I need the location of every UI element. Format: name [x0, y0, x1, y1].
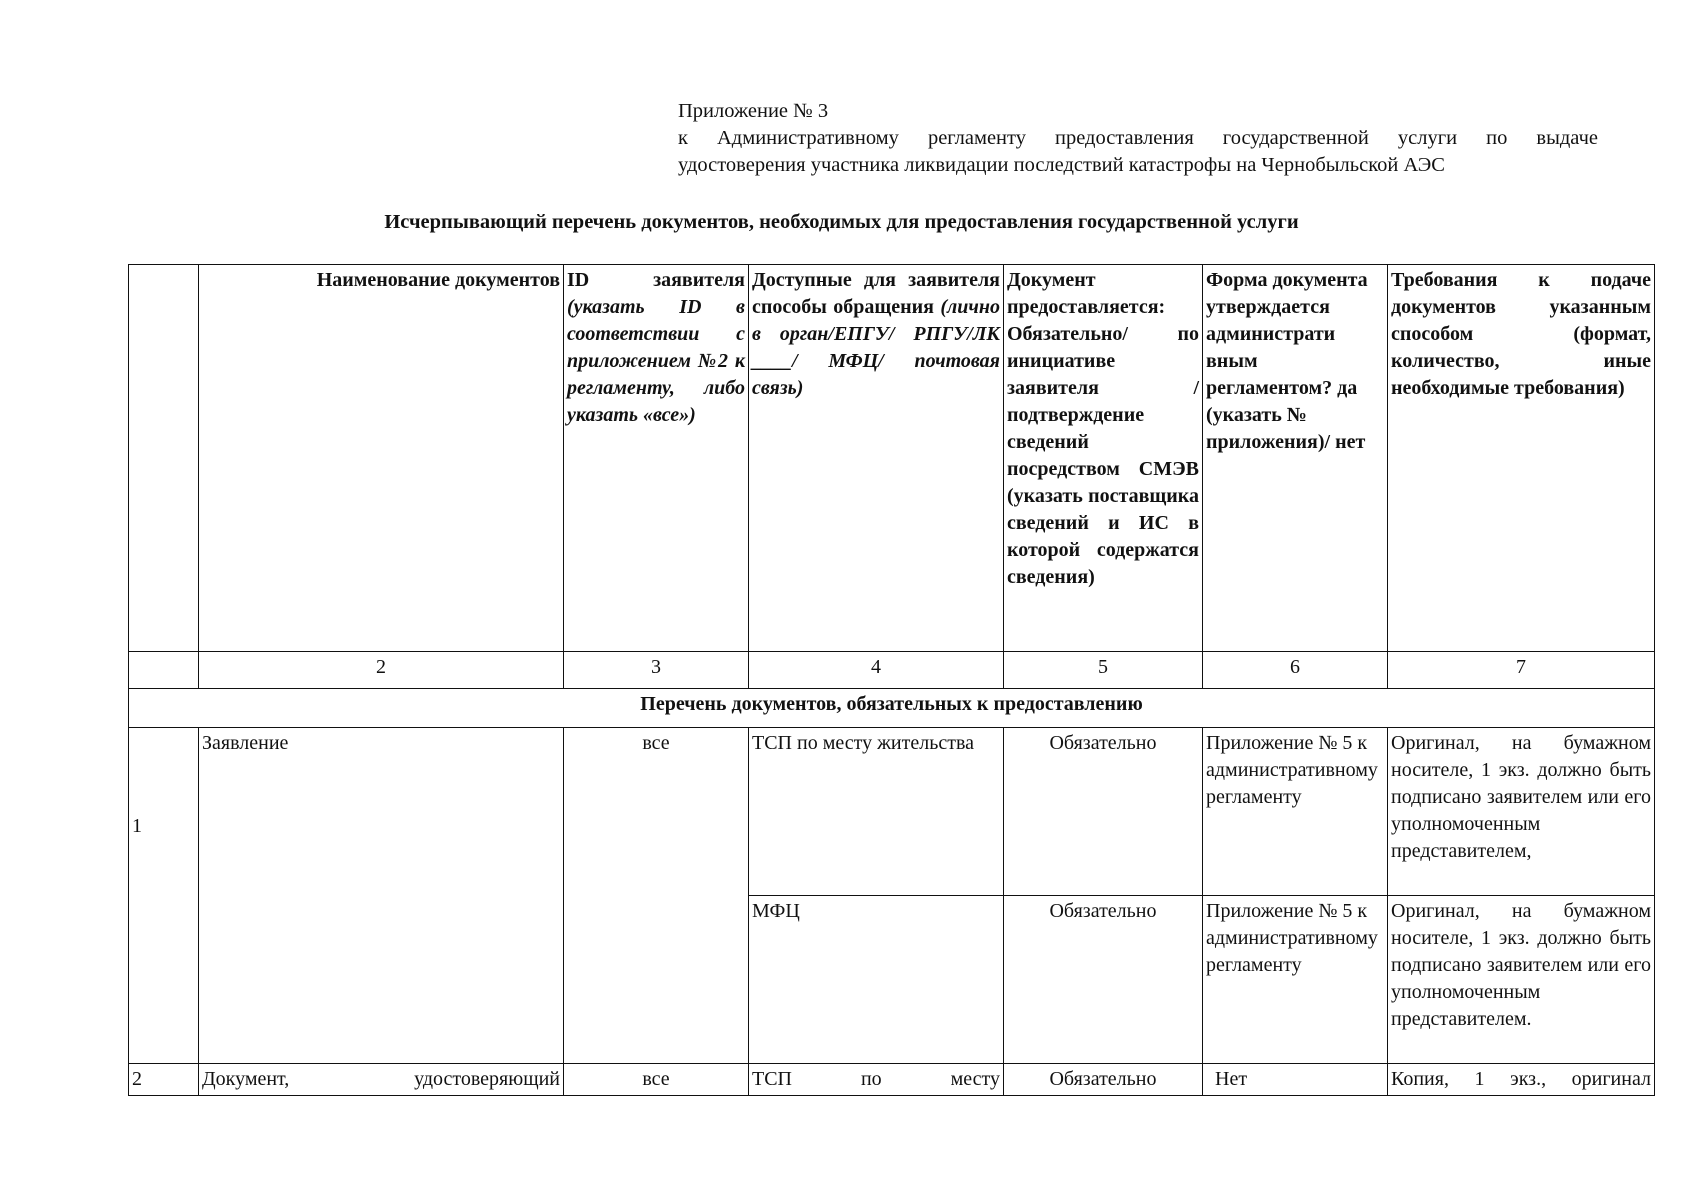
table-row — [129, 728, 1655, 896]
section-heading-row — [129, 689, 1655, 728]
column-number: 4 — [749, 652, 1004, 689]
column-number: 7 — [1388, 652, 1655, 689]
column-number: 3 — [564, 652, 749, 689]
submission-requirements: Оригинал, на бумажном носителе, 1 экз. должно быть подписано заявителем или его уполномоченным представителем, — [1388, 728, 1655, 896]
column-number — [129, 652, 199, 689]
appendix-reference: к Административному регламенту предоставления государственной услуги по выдаче — [678, 127, 1598, 149]
column-number: 6 — [1203, 652, 1388, 689]
header-requirements: Требования к подаче документов указанным способом (формат, количество, иные необходимые требования) — [1388, 265, 1655, 652]
access-method: ТСП по месту жительства — [749, 728, 1004, 896]
provided-status: Обязательно — [1004, 1064, 1203, 1096]
applicant-id: все — [564, 1064, 749, 1096]
submission-requirements: Копия, 1 экз., оригинал — [1388, 1064, 1655, 1096]
row-number: 1 — [129, 728, 199, 1064]
document-form: Приложение № 5 к административному регламенту — [1203, 728, 1388, 896]
header-document-form: Форма документа утверждается администрати вным регламентом? да (указать № приложения)/ нет — [1203, 265, 1388, 652]
document-form: Приложение № 5 к административному регламенту — [1203, 896, 1388, 1064]
column-numbers-row — [129, 652, 1655, 689]
header-document-provided: Документ предоставляется: Обязательно/ по инициативе заявителя /подтверждение сведений посредством СМЭВ (указать поставщика сведений и ИС в которой содержатся сведения) — [1004, 265, 1203, 652]
access-method: МФЦ — [749, 896, 1004, 1064]
document-form: Нет — [1203, 1064, 1388, 1096]
table-row — [129, 1064, 1655, 1096]
appendix-reference-cont: удостоверения участника ликвидации последствий катастрофы на Чернобыльской АЭС — [678, 154, 1445, 176]
header-applicant-id-main: ID заявителя — [567, 269, 745, 291]
documents-table — [128, 264, 1655, 1096]
table-header-row — [129, 265, 1655, 652]
header-access-methods — [749, 265, 1004, 652]
provided-status: Обязательно — [1004, 896, 1203, 1064]
document-name: Документ, удостоверяющий — [199, 1064, 564, 1096]
header-cell-num — [129, 265, 199, 652]
header-access-methods-note: (лично в орган/ЕПГУ/ РПГУ/ЛК ____/ МФЦ/ почтовая связь) — [752, 296, 1000, 399]
document-title: Исчерпывающий перечень документов, необходимых для предоставления государственной услуги — [384, 211, 1299, 233]
appendix-title: Приложение № 3 — [678, 100, 829, 122]
header-document-name: Наименование документов — [199, 265, 564, 652]
section-heading: Перечень документов, обязательных к предоставлению — [129, 689, 1655, 728]
access-method: ТСП по месту — [749, 1064, 1004, 1096]
document-name: Заявление — [199, 728, 564, 1064]
appendix-note — [678, 98, 1598, 179]
header-applicant-id — [564, 265, 749, 652]
submission-requirements: Оригинал, на бумажном носителе, 1 экз. должно быть подписано заявителем или его уполномоченным представителем. — [1388, 896, 1655, 1064]
header-access-methods-main: Доступные для заявителя способы обращения — [752, 269, 1000, 318]
column-number: 2 — [199, 652, 564, 689]
header-applicant-id-note: (указать ID в соответствии с приложением №2 к регламенту, либо указать «все») — [567, 296, 745, 426]
provided-status: Обязательно — [1004, 728, 1203, 896]
applicant-id: все — [564, 728, 749, 1064]
row-number: 2 — [129, 1064, 199, 1096]
column-number: 5 — [1004, 652, 1203, 689]
